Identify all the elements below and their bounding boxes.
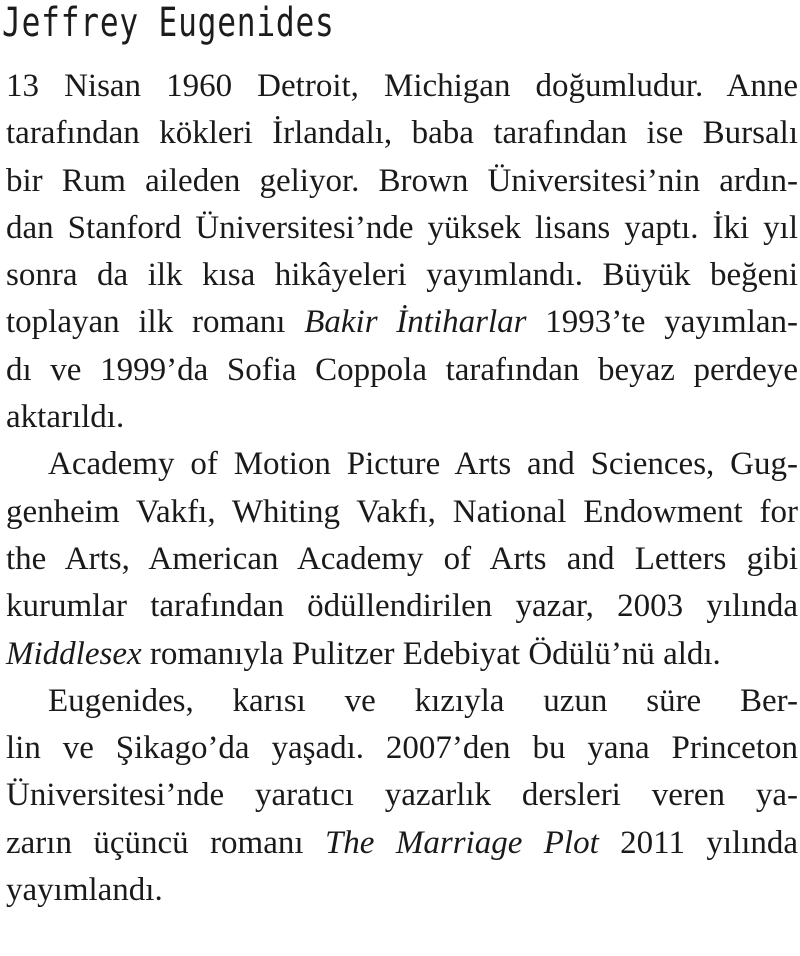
author-name-heading: Jeffrey Eugenides [2, 0, 335, 46]
text-line: zarın üçüncü romanı The Marriage Plot 2011 yılında [6, 824, 799, 861]
book-title-the-marriage-plot: The Marriage Plot [324, 824, 599, 861]
text-line: yayımlandı. [6, 872, 163, 909]
text-line: sonra da ilk kısa hikâyeleri yayımlandı. Büyük beğeni [6, 257, 798, 294]
biography-text [6, 63, 798, 914]
text-line: genheim Vakfı, Whiting Vakfı, National Endowment for [6, 493, 798, 530]
text-line: 13 Nisan 1960 Detroit, Michigan doğumludur. Anne [6, 68, 798, 104]
text-line: tarafından kökleri İrlandalı, baba tarafından ise Bursalı [6, 115, 798, 152]
text-line: the Arts, American Academy of Arts and Letters gibi [6, 540, 798, 577]
text-line: Eugenides, karısı ve kızıyla uzun süre Ber- [48, 682, 798, 719]
text-line: kurumlar tarafından ödüllendirilen yazar, 2003 yılında [6, 588, 798, 625]
text-line: Middlesex romanıyla Pulitzer Edebiyat Ödülü’nü aldı. [6, 635, 721, 672]
text-line: dan Stanford Üniversitesi’nde yüksek lisans yaptı. İki yıl [6, 209, 798, 246]
text-line: dı ve 1999’da Sofia Coppola tarafından beyaz perdeye [6, 351, 798, 388]
text-line: lin ve Şikago’da yaşadı. 2007’den bu yana Princeton [6, 730, 798, 767]
text-line: aktarıldı. [6, 399, 125, 436]
text-line: bir Rum aileden geliyor. Brown Üniversitesi’nin ardın- [6, 162, 798, 199]
book-title-bakir-intiharlar: Bakir İntiharlar [304, 304, 527, 341]
text-line: Academy of Motion Picture Arts and Sciences, Gug- [48, 446, 798, 483]
book-title-middlesex: Middlesex [6, 635, 142, 672]
text-line: Üniversitesi’nde yaratıcı yazarlık dersleri veren ya- [6, 777, 798, 814]
text-line: toplayan ilk romanı Bakir İntiharlar 1993’te yayımlan- [6, 304, 798, 341]
